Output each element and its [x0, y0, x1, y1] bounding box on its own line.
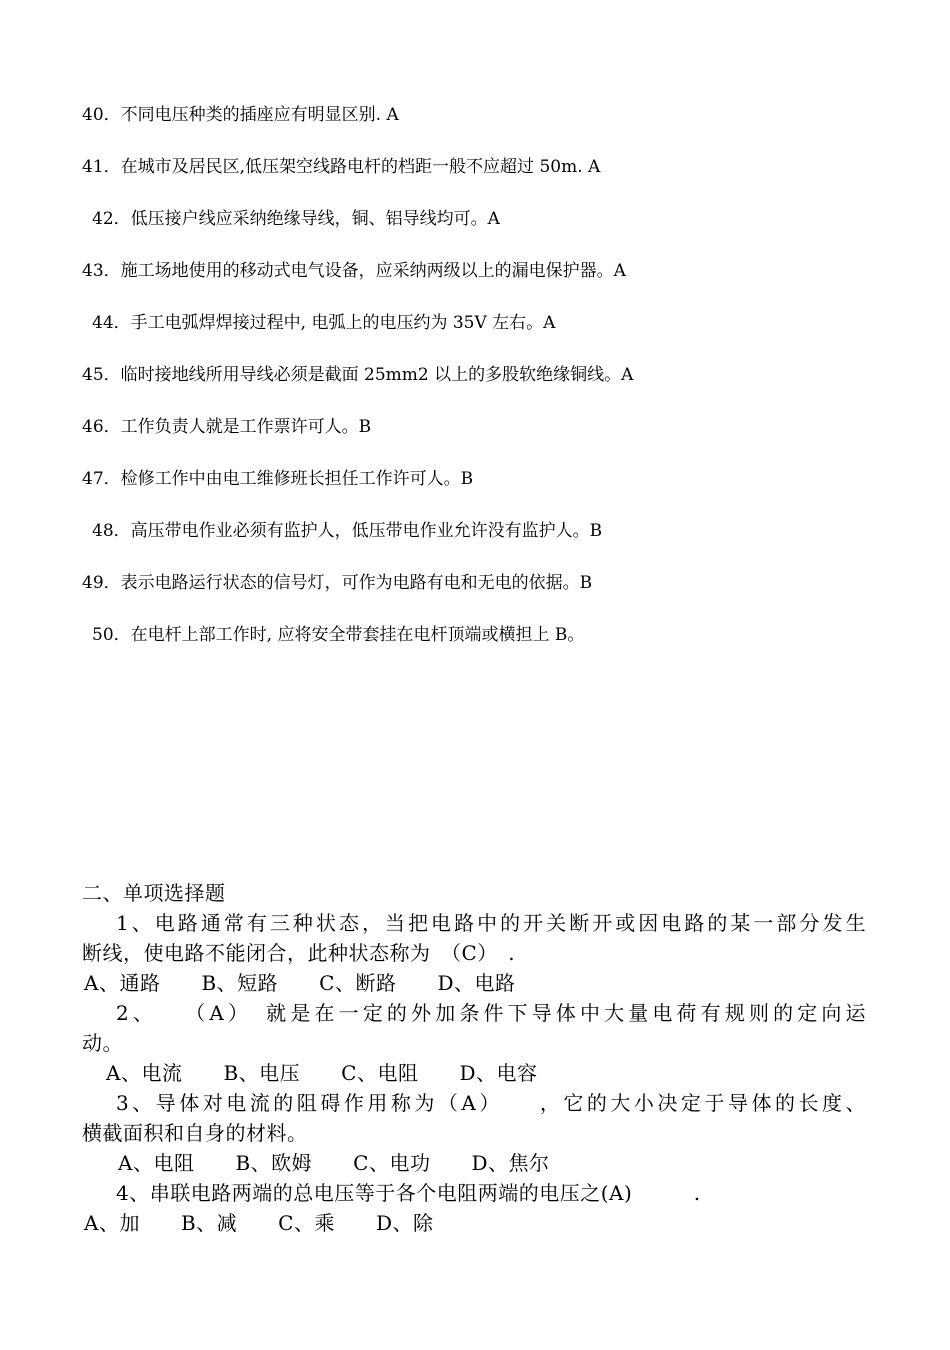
- section-title: 二、单项选择题: [82, 881, 226, 905]
- true-false-item-47: 47．检修工作中由电工维修班长担任工作许可人。B: [82, 469, 474, 489]
- question-3-line-2: 横截面积和自身的材料。: [82, 1121, 308, 1145]
- true-false-item-45: 45．临时接地线所用导线必须是截面 25mm2 以上的多股软绝缘铜线。A: [82, 365, 634, 385]
- question-4-options: A、加 B、减 C、乘 D、除: [84, 1211, 434, 1235]
- true-false-item-40: 40．不同电压种类的插座应有明显区别. A: [82, 105, 399, 125]
- true-false-item-43: 43．施工场地使用的移动式电气设备，应采纳两级以上的漏电保护器。A: [82, 261, 626, 281]
- question-3-line-1: 3、导体对电流的阻碍作用称为（A） ，它的大小决定于导体的长度、: [116, 1091, 866, 1115]
- true-false-item-49: 49．表示电路运行状态的信号灯，可作为电路有电和无电的依据。B: [82, 573, 593, 593]
- question-1-line-2: 断线，使电路不能闭合，此种状态称为 （C） .: [82, 941, 516, 965]
- true-false-item-48: 48．高压带电作业必须有监护人，低压带电作业允许没有监护人。B: [92, 521, 603, 541]
- question-2-options: A、电流 B、电压 C、电阻 D、电容: [106, 1061, 538, 1085]
- true-false-item-41: 41．在城市及居民区,低压架空线路电杆的档距一般不应超过 50m. A: [82, 157, 601, 177]
- question-1-options: A、通路 B、短路 C、断路 D、电路: [84, 971, 516, 995]
- question-1-line-1: 1、电路通常有三种状态，当把电路中的开关断开或因电路的某一部分发生: [116, 911, 866, 935]
- true-false-item-44: 44．手工电弧焊焊接过程中, 电弧上的电压约为 35V 左右。A: [92, 313, 556, 333]
- true-false-item-42: 42．低压接户线应采纳绝缘导线，铜、铝导线均可。A: [92, 209, 500, 229]
- question-2-line-1: 2、 （A） 就是在一定的外加条件下导体中大量电荷有规则的定向运: [116, 1001, 866, 1025]
- question-4-line-1: 4、串联电路两端的总电压等于各个电阻两端的电压之(A) .: [116, 1181, 701, 1205]
- question-2-line-2: 动。: [82, 1031, 123, 1055]
- true-false-item-50: 50．在电杆上部工作时, 应将安全带套挂在电杆顶端或横担上 B。: [92, 625, 585, 645]
- question-3-options: A、电阻 B、欧姆 C、电功 D、焦尔: [118, 1151, 550, 1175]
- true-false-item-46: 46．工作负责人就是工作票许可人。B: [82, 417, 372, 437]
